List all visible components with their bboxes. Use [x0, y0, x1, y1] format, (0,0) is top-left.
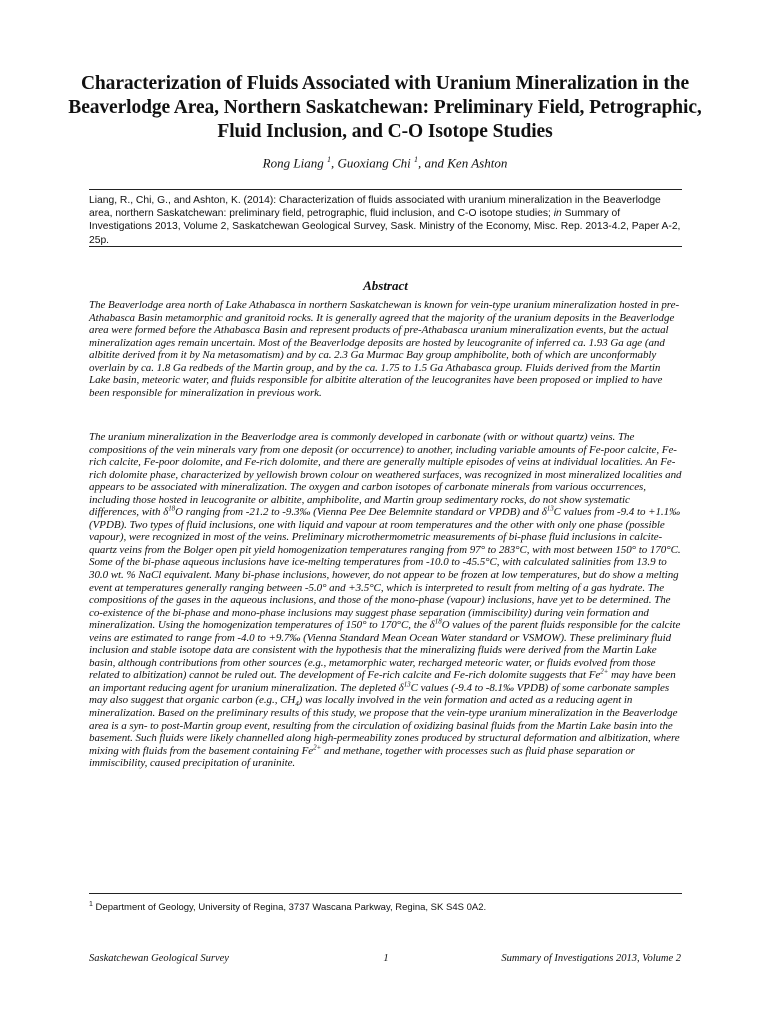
citation-block — [89, 194, 682, 247]
footer-series: Summary of Investigations 2013, Volume 2 — [501, 953, 681, 964]
citation-top-rule — [89, 189, 682, 190]
citation-text: Summary of Investigations 2013, Volume 2, Saskatchewan Geological Survey, Sask. Ministry of the Economy, Misc. Rep. 2013-4.2, Paper A-2, 25p. — [89, 208, 681, 246]
citation-in: in — [553, 208, 562, 220]
footer-publisher: Saskatchewan Geological Survey — [89, 953, 229, 964]
footnote — [89, 901, 682, 913]
author-separator: , — [418, 155, 425, 171]
author-separator: and — [424, 155, 448, 171]
abstract-paragraph: The uranium mineralization in the Beaverlodge area is commonly developed in carbonate (with or without quartz) veins. The compositions of the vein minerals vary from one deposit (or occurrence) to another, including variable amounts of Fe-poor calcite, Fe-rich calcite, Fe-poor dolomite, and Fe-rich dolomite, and there are generally multiple episodes of veins at individual localities. An Fe-rich dolomite phase, characterized by yellowish brown colour on weathered surfaces, was recognized in most mineralized localities and appears to be associated with mineralization. The oxygen and carbon isotopes of carbonate minerals from various occurrences, including those hosted in leucogranite or albitite, amphibolite, and Martin group sedimentary rocks, do not show systematic differences, with $\delta^{18}O$ ranging from -21.2 to -9.3‰ (Vienna Pee Dee Belemnite standard or VPDB) and $\delta^{13}C$ values from -9.4 to +1.1‰ (VPDB). Two types of fluid inclusions, one with liquid and vapour at room temperatures and the other with only one phase (possible vapour), were recognized in most of the veins. Preliminary microthermometric measurements of bi-phase fluid inclusions in calcite-quartz veins from the Bolger open pit yield homogenization temperatures ranging from 97° to 283°C, with most between 150° to 170°C. Some of the bi-phase aqueous inclusions have ice-melting temperatures from -10.0 to -45.5°C, with calculated salinities from 13.9 to 30.0 wt. % NaCl equivalent. Many bi-phase inclusions, however, do not appear to be frozen at low temperatures, but do show a melting event at temperatures generally ranging between -5.0° and +3.5°C, which is interpreted to result from melting of a gas hydrate. The compositions of the gases in the aqueous inclusions, and those of the mono-phase (vapour) inclusions, have yet to be determined. The co-existence of the bi-phase and mono-phase inclusions may suggest phase separation (immiscibility) during vein formation and mineralization. Using the homogenization temperatures of 150° to 170°C, the $\delta^{18}O$ values of the parent fluids responsible for the calcite veins are estimated to range from -4.0 to +9.7‰ (Vienna Standard Mean Ocean Water standard or VSMOW). These preliminary fluid inclusion and stable isotope data are consistent with the hypothesis that the mineralizing fluids were derived from the Martin Lake basin, although contributions from other sources (e.g., metamorphic water, recharged meteoric water, or fluids evolved from those related to albitization) cannot be ruled out. The development of Fe-rich calcite and Fe-rich dolomite suggests that $Fe^{2+}$ may have been an important reducing agent for uranium mineralization. The depleted $\delta^{13}C$ values (-9.4 to -8.1‰ VPDB) of some carbonate samples may also suggest that organic carbon (e.g., $CH_4$) was locally involved in the vein formation and acted as a reducing agent in mineralization. Based on the preliminary results of this study, we propose that the vein-type uranium mineralization in the Beaverlodge area is a syn- to post-Martin group event, resulting from the circulation of oxidizing basinal fluids from the Martin Lake basin into the basement. Such fluids were likely channelled along high-permeability zones produced by structural deformation and albitization, where mixing with fluids from the basement containing $Fe^{2+}$ and methane, together with processes such as fluid phase separation or immiscibility, caused precipitation of uraninite. — [89, 431, 682, 770]
author-affiliation-marker: 1 — [414, 155, 419, 164]
citation-text: Liang, R., Chi, G., and Ashton, K. (2014): Characterization of fluids associated with uranium mineralization in the Beaverlodge area, northern Saskatchewan: preliminary field, petrographic, fluid inclusion, and C-O isotope studies; — [89, 195, 661, 220]
author-separator: , — [330, 155, 338, 171]
abstract-heading: Abstract — [363, 278, 408, 293]
abstract-paragraph: The Beaverlodge area north of Lake Athabasca in northern Saskatchewan is known for vein-type uranium mineralization hosted in pre-Athabasca Basin metamorphic and granitoid rocks. It is generally agreed that the majority of the uranium deposits in the Beaverlodge area were formed before the Athabasca Basin and represent products of pre-Athabasca uranium mineralization events, but the actual mineralization ages remain uncertain. Most of the Beaverlodge deposits are hosted by leucogranite of inferred ca. 1.93 Ga age (and albitite derived from it by Na metasomatism) and by ca. 2.3 Ga Murmac Bay group amphibolite, both of which are unconformably overlain by ca. 1.8 Ga redbeds of the Martin group, and by the ca. 1.75 to 1.5 Ga Athabasca group. Fluids derived from the Martin Lake basin, meteoric water, and fluids responsible for albitite alteration of the leucogranites have been proposed or implied to have been responsible for mineralization in previous work. — [89, 299, 680, 399]
author-line — [90, 155, 680, 171]
citation-bottom-rule — [89, 246, 682, 247]
author-affiliation-marker: 1 — [326, 155, 331, 164]
author-name: Ken Ashton — [447, 155, 508, 171]
footnote-text: Department of Geology, University of Regina, 3737 Wascana Parkway, Regina, SK S4S 0A2. — [92, 902, 487, 914]
author-name: Rong Liang — [262, 155, 324, 171]
footnote-rule — [89, 893, 682, 894]
paper-title: Characterization of Fluids Associated with Uranium Mineralization in the Beaverlodge Area, Northern Saskatchewan: Preliminary Field, Petrographic, Fluid Inclusion, and C-O Isotope Studies — [68, 73, 702, 142]
footnote-marker: 1 — [89, 901, 93, 908]
author-name: Guoxiang Chi — [337, 155, 411, 171]
page-number: 1 — [383, 953, 389, 964]
